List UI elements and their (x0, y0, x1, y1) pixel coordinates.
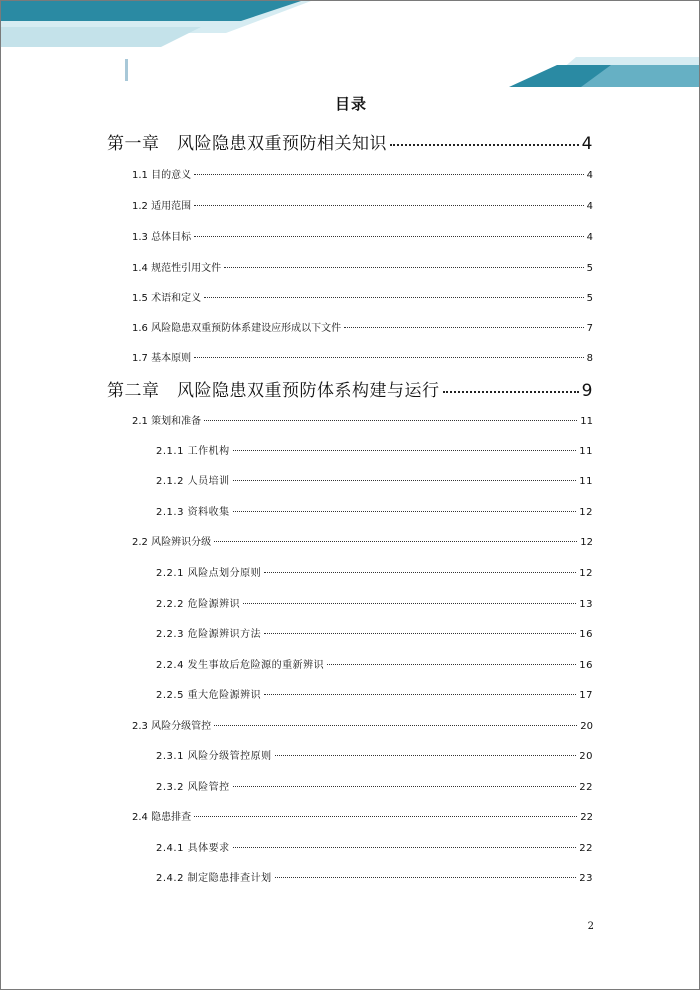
toc-entry-page: 20 (579, 751, 593, 762)
toc-leader-dots (214, 541, 577, 542)
toc-leader-dots (264, 572, 576, 573)
toc-entry-label: 1.1 目的意义 (132, 170, 192, 181)
toc-leader-dots (204, 297, 584, 298)
toc-entry-subsection[interactable] (156, 503, 593, 518)
toc-entry-section[interactable] (132, 349, 593, 364)
toc-entry-section[interactable] (132, 412, 593, 427)
toc-leader-dots (204, 420, 577, 421)
toc-entry-page: 7 (586, 323, 593, 334)
toc-entry-label: 1.2 适用范围 (132, 201, 192, 212)
toc-entry-label: 2.4.1 具体要求 (156, 843, 230, 854)
toc-entry-subsection[interactable] (156, 747, 593, 762)
toc-leader-dots (275, 755, 577, 756)
toc-leader-dots (194, 816, 577, 817)
toc-leader-dots (214, 725, 577, 726)
toc-entry-label: 1.6 风险隐患双重预防体系建设应形成以下文件 (132, 323, 342, 334)
toc-entry-label: 2.1.2 人员培训 (156, 476, 230, 487)
toc-entry-section[interactable] (132, 319, 593, 334)
toc-entry-section[interactable] (132, 166, 593, 181)
toc-entry-page: 16 (579, 629, 593, 640)
toc-entry-label: 2.3.1 风险分级管控原则 (156, 751, 272, 762)
toc-leader-dots (233, 511, 577, 512)
toc-entry-label: 2.1.3 资料收集 (156, 507, 230, 518)
toc-entry-subsection[interactable] (156, 564, 593, 579)
toc-entry-page: 5 (586, 293, 593, 304)
toc-entry-label: 2.1.1 工作机构 (156, 446, 230, 457)
toc-leader-dots (224, 267, 584, 268)
toc-entry-page: 4 (586, 201, 593, 212)
toc-leader-dots (243, 603, 576, 604)
toc-title: 目录 (334, 95, 367, 113)
toc-entry-page: 8 (586, 353, 593, 364)
toc-entry-label: 1.3 总体目标 (132, 232, 192, 243)
toc-leader-dots (264, 694, 576, 695)
toc-entry-label: 2.2 风险辨识分级 (132, 537, 212, 548)
toc-leader-dots (194, 357, 584, 358)
toc-entry-label: 1.5 术语和定义 (132, 293, 202, 304)
header-banner-decoration (1, 1, 700, 101)
toc-entry-page: 4 (586, 232, 593, 243)
toc-entry-subsection[interactable] (156, 656, 593, 671)
toc-entry-label: 2.2.4 发生事故后危险源的重新辨识 (156, 660, 325, 671)
toc-entry-page: 22 (579, 782, 593, 793)
toc-entry-page: 12 (579, 507, 593, 518)
toc-leader-dots (194, 236, 584, 237)
toc-entry-label: 2.1 策划和准备 (132, 416, 202, 427)
toc-entry-label: 2.2.5 重大危险源辨识 (156, 690, 262, 701)
toc-entry-section[interactable] (132, 289, 593, 304)
toc-leader-dots (275, 877, 577, 878)
toc-entry-chapter[interactable] (107, 129, 593, 154)
toc-leader-dots (327, 664, 576, 665)
page-number: 2 (587, 921, 594, 932)
toc-entry-page: 11 (579, 446, 593, 457)
toc-entry-subsection[interactable] (156, 869, 593, 884)
toc-leader-dots (233, 847, 577, 848)
toc-entry-page: 13 (579, 599, 593, 610)
toc-leader-dots (443, 391, 579, 393)
toc-entry-page: 11 (580, 416, 593, 427)
toc-entry-page: 11 (579, 476, 593, 487)
toc-leader-dots (233, 450, 577, 451)
toc-entry-page: 22 (579, 843, 593, 854)
toc-entry-section[interactable] (132, 259, 593, 274)
toc-leader-dots (194, 174, 584, 175)
toc-entry-label: 2.3 风险分级管控 (132, 721, 212, 732)
toc-entry-label: 2.2.3 危险源辨识方法 (156, 629, 262, 640)
toc-leader-dots (264, 633, 576, 634)
toc-entry-page: 12 (579, 568, 593, 579)
toc-entry-label: 2.2.1 风险点划分原则 (156, 568, 262, 579)
toc-entry-section[interactable] (132, 228, 593, 243)
toc-entry-label: 2.4 隐患排查 (132, 812, 192, 823)
toc-entry-section[interactable] (132, 197, 593, 212)
toc-leader-dots (233, 480, 577, 481)
toc-entry-section[interactable] (132, 533, 593, 548)
toc-entry-chapter[interactable] (107, 376, 593, 401)
toc-entry-page: 4 (586, 170, 593, 181)
toc-entry-page: 9 (581, 381, 593, 401)
toc-entry-page: 23 (579, 873, 593, 884)
toc-entry-label: 第二章 风险隐患双重预防体系构建与运行 (107, 381, 440, 401)
toc-entry-page: 5 (586, 263, 593, 274)
toc-entry-label: 2.2.2 危险源辨识 (156, 599, 241, 610)
toc-leader-dots (390, 144, 579, 146)
toc-entry-page: 20 (580, 721, 593, 732)
toc-entry-page: 12 (580, 537, 593, 548)
toc-entry-subsection[interactable] (156, 625, 593, 640)
toc-entry-subsection[interactable] (156, 778, 593, 793)
banner-accent-bar (125, 59, 128, 81)
toc-entry-subsection[interactable] (156, 686, 593, 701)
toc-entry-page: 4 (581, 134, 593, 154)
banner-stripe-mid-top (1, 27, 201, 47)
toc-entry-label: 1.4 规范性引用文件 (132, 263, 222, 274)
toc-entry-label: 第一章 风险隐患双重预防相关知识 (107, 134, 387, 154)
toc-entry-subsection[interactable] (156, 472, 593, 487)
toc-entry-page: 17 (579, 690, 593, 701)
toc-entry-label: 1.7 基本原则 (132, 353, 192, 364)
toc-entry-page: 16 (579, 660, 593, 671)
toc-entry-section[interactable] (132, 717, 593, 732)
toc-leader-dots (344, 327, 584, 328)
toc-entry-subsection[interactable] (156, 839, 593, 854)
toc-entry-page: 22 (580, 812, 593, 823)
toc-entry-section[interactable] (132, 808, 593, 823)
toc-entry-subsection[interactable] (156, 442, 593, 457)
toc-entry-subsection[interactable] (156, 595, 593, 610)
toc-leader-dots (194, 205, 584, 206)
toc-entry-label: 2.3.2 风险管控 (156, 782, 230, 793)
toc-entry-label: 2.4.2 制定隐患排查计划 (156, 873, 272, 884)
toc-leader-dots (233, 786, 577, 787)
